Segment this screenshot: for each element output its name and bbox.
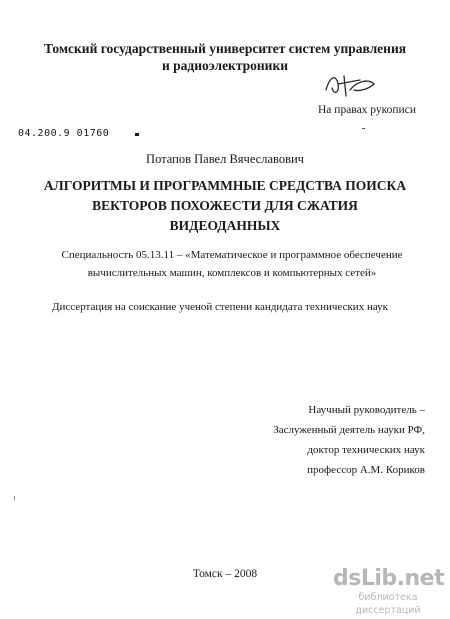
signature-mark — [320, 70, 380, 102]
university-line-1: Томский государственный университет систем управления — [43, 41, 407, 56]
title-line-1: АЛГОРИТМЫ И ПРОГРАММНЫЕ СРЕДСТВА ПОИСКА — [43, 178, 407, 193]
supervisor-line-3: доктор технических наук — [307, 444, 425, 456]
manuscript-note: На правах рукописи — [318, 104, 416, 116]
university-header — [0, 40, 450, 74]
watermark-subtitle: библиотека диссертаций — [355, 592, 421, 616]
archive-code-mark — [135, 133, 139, 136]
margin-mark — [362, 128, 365, 129]
margin-mark-left — [14, 496, 15, 500]
watermark-logo: dsLib.net — [333, 566, 445, 591]
supervisor-line-1: Научный руководитель – — [308, 404, 425, 416]
dslib-watermark — [333, 567, 443, 617]
author-name: Потапов Павел Вячеславович — [146, 152, 304, 166]
university-line-2: и радиоэлектроники — [161, 58, 289, 73]
supervisor-block — [240, 400, 425, 480]
supervisor-line-2: Заслуженный деятель науки РФ, — [273, 424, 425, 436]
dissertation-degree: Диссертация на соискание ученой степени кандидата технических наук — [52, 301, 388, 313]
specialty-block — [52, 246, 412, 282]
supervisor-line-4: профессор А.М. Кориков — [307, 464, 425, 476]
title-line-2: ВЕКТОРОВ ПОХОЖЕСТИ ДЛЯ СЖАТИЯ — [92, 198, 358, 213]
specialty-line-2: вычислительных машин, комплексов и компьютерных сетей» — [87, 267, 377, 279]
specialty-line-1: Специальность 05.13.11 – «Математическое и программное обеспечение — [61, 249, 403, 261]
title-line-3: ВИДЕОДАННЫХ — [169, 218, 281, 233]
dissertation-title — [0, 176, 450, 236]
archive-code: 04.200.9 01760 — [18, 128, 110, 139]
city-year: Томск – 2008 — [192, 568, 258, 580]
